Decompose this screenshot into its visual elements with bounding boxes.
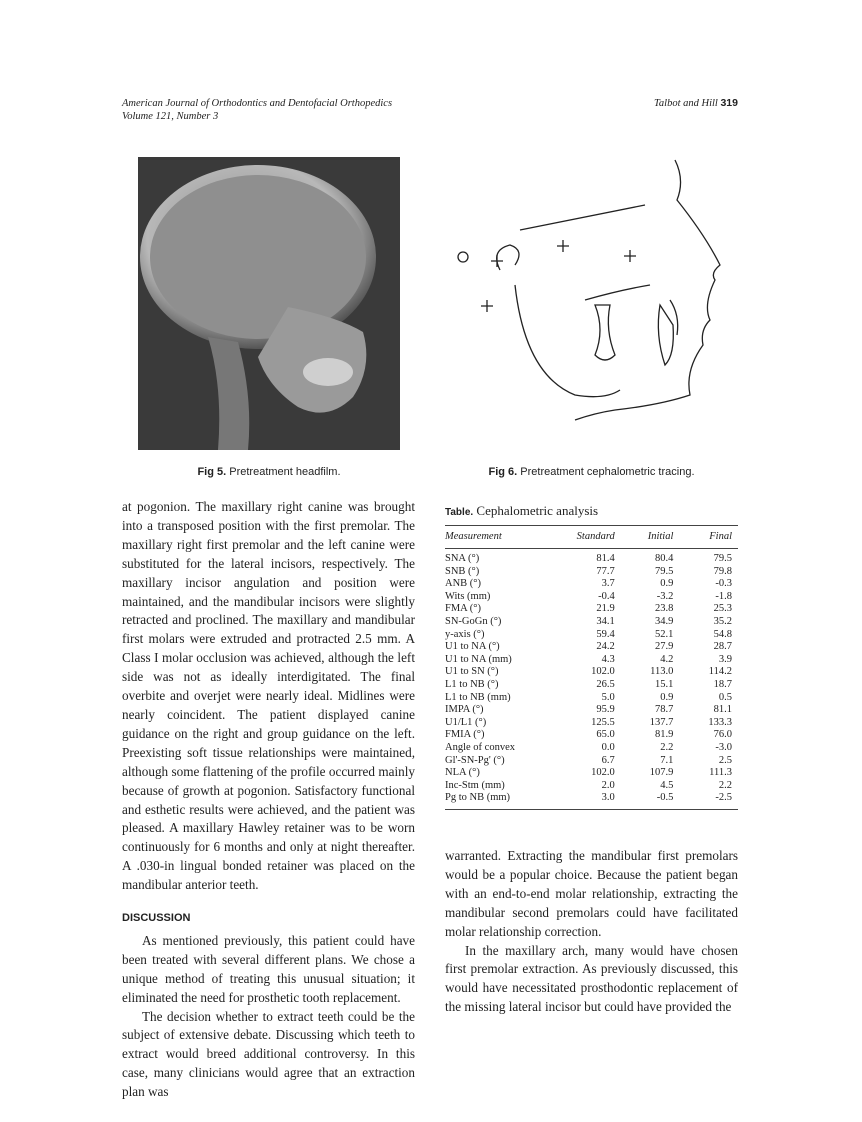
table-row bbox=[445, 704, 738, 717]
standard-cell: 21.9 bbox=[596, 603, 615, 615]
standard-cell: 26.5 bbox=[596, 678, 615, 690]
final-cell: 2.5 bbox=[718, 754, 732, 766]
figure-6-text: Pretreatment cephalometric tracing. bbox=[520, 466, 695, 478]
final-cell: -1.8 bbox=[715, 590, 732, 602]
final-cell: 3.9 bbox=[718, 653, 732, 665]
measurement-cell: Gl'-SN-Pg' (°) bbox=[445, 754, 505, 766]
initial-cell: 4.5 bbox=[660, 779, 674, 791]
table-row bbox=[445, 679, 738, 692]
measurement-cell: L1 to NB (°) bbox=[445, 678, 499, 690]
column-header-initial: Initial bbox=[647, 530, 674, 542]
table-row bbox=[445, 641, 738, 654]
final-cell: 25.3 bbox=[713, 603, 732, 615]
figure-6-label: Fig 6. bbox=[488, 466, 518, 478]
initial-cell: 27.9 bbox=[655, 641, 674, 653]
final-cell: -0.3 bbox=[715, 578, 732, 590]
table-row bbox=[445, 591, 738, 604]
initial-cell: 23.8 bbox=[655, 603, 674, 615]
initial-cell: 113.0 bbox=[650, 666, 674, 678]
final-cell: 79.8 bbox=[713, 565, 732, 577]
table-row bbox=[445, 549, 738, 566]
standard-cell: 2.0 bbox=[601, 779, 615, 791]
final-cell: 18.7 bbox=[713, 678, 732, 690]
measurement-cell: L1 to NB (mm) bbox=[445, 691, 511, 703]
standard-cell: 81.4 bbox=[596, 553, 615, 564]
table-row bbox=[445, 603, 738, 616]
final-cell: 114.2 bbox=[708, 666, 732, 678]
cephalometric-tracing-image bbox=[445, 155, 740, 455]
figure-5-label: Fig 5. bbox=[197, 466, 227, 478]
table-row bbox=[445, 780, 738, 793]
final-cell: 0.5 bbox=[718, 691, 732, 703]
table-row bbox=[445, 629, 738, 642]
initial-cell: 34.9 bbox=[655, 615, 674, 627]
section-heading-discussion: DISCUSSION bbox=[122, 912, 191, 925]
final-cell: 35.2 bbox=[713, 615, 732, 627]
standard-cell: 102.0 bbox=[591, 666, 615, 678]
column-header-final: Final bbox=[709, 530, 732, 542]
initial-cell: 81.9 bbox=[655, 729, 674, 741]
figure-6-caption bbox=[445, 466, 738, 478]
authors: Talbot and Hill bbox=[654, 98, 718, 109]
standard-cell: 5.0 bbox=[601, 691, 615, 703]
standard-cell: 95.9 bbox=[596, 704, 615, 716]
running-header-journal bbox=[122, 97, 392, 123]
table-row bbox=[445, 717, 738, 730]
initial-cell: 4.2 bbox=[660, 653, 674, 665]
standard-cell: 34.1 bbox=[596, 615, 615, 627]
initial-cell: 79.5 bbox=[655, 565, 674, 577]
table-row bbox=[445, 566, 738, 579]
standard-cell: 102.0 bbox=[591, 767, 615, 779]
measurement-cell: Wits (mm) bbox=[445, 590, 491, 602]
measurement-cell: FMIA (°) bbox=[445, 729, 485, 741]
final-cell: 54.8 bbox=[713, 628, 732, 640]
standard-cell: 125.5 bbox=[591, 716, 615, 728]
final-cell: 79.5 bbox=[713, 553, 732, 564]
right-column bbox=[445, 847, 738, 1017]
measurement-cell: y-axis (°) bbox=[445, 628, 485, 640]
final-cell: 76.0 bbox=[713, 729, 732, 741]
final-cell: -3.0 bbox=[715, 741, 732, 753]
table-caption bbox=[445, 503, 738, 519]
standard-cell: 3.0 bbox=[601, 792, 615, 804]
table-row bbox=[445, 755, 738, 768]
final-cell: 81.1 bbox=[713, 704, 732, 716]
body-paragraph: at pogonion. The maxillary right canine was brought into a transposed position with the first premolar. The maxillary right first premolar and the left canine were substituted for the lateral incisors, respectively. The maxillary incisor angulation and position were maintained, and the mandibular incisors were slightly retracted and proclined. The maxillary and mandibular first molars were extruded and protracted 2.5 mm. A Class I molar occlusion was achieved, although the left side was not as ideally interdigitated. The final overbite and overjet were nearly ideal. Midlines were nearly coincident. The patient displayed canine guidance on the right and group guidance on the left. Preexisting soft tissue relationships were maintained, although some flattening of the profile occurred mainly because of growth at pogonion. Satisfactory functional and esthetic results were achieved, and the patient was pleased. A maxillary Hawley retainer was to be worn continuously for 6 months and only at night thereafter. A .030-in lingual bonded retainer was placed on the mandibular anterior teeth. bbox=[122, 499, 415, 893]
measurement-cell: U1/L1 (°) bbox=[445, 716, 487, 728]
initial-cell: 52.1 bbox=[655, 628, 674, 640]
final-cell: -2.5 bbox=[715, 792, 732, 804]
body-paragraph-right-1: warranted. Extracting the mandibular first premolars would be a popular choice. Because the patient began with an end-to-end molar relationship, extracting the mandibular second premolars could have facilitated molar relationship correction. bbox=[445, 848, 738, 939]
measurement-cell: U1 to NA (°) bbox=[445, 641, 500, 653]
discussion-paragraph-2: The decision whether to extract teeth could be the subject of extensive debate. Discussing which teeth to extract would breed additional controversy. In this case, many clinicians would agree that an extraction plan was bbox=[122, 1008, 415, 1100]
measurement-cell: Angle of convex bbox=[445, 741, 515, 753]
journal-title: American Journal of Orthodontics and Dentofacial Orthopedics bbox=[122, 98, 393, 109]
running-header-page bbox=[654, 97, 738, 110]
initial-cell: 137.7 bbox=[649, 716, 674, 728]
initial-cell: 15.1 bbox=[655, 678, 674, 690]
pretreatment-headfilm-image bbox=[138, 157, 400, 450]
table-row bbox=[445, 792, 738, 809]
initial-cell: 0.9 bbox=[660, 578, 674, 590]
cephalometric-table bbox=[445, 503, 738, 810]
table-row bbox=[445, 729, 738, 742]
final-cell: 111.3 bbox=[709, 767, 732, 779]
standard-cell: -0.4 bbox=[598, 590, 615, 602]
initial-cell: 80.4 bbox=[655, 553, 674, 564]
measurement-cell: NLA (°) bbox=[445, 767, 480, 779]
body-paragraph-right-2: In the maxillary arch, many would have chosen first premolar extraction. As previously discussed, this would have necessitated prosthodontic replacement of the missing lateral incisor but could have provided the bbox=[445, 942, 738, 1015]
column-header-measurement: Measurement bbox=[445, 530, 502, 542]
table-row bbox=[445, 578, 738, 591]
table-label: Table. bbox=[445, 507, 474, 518]
measurement-cell: U1 to NA (mm) bbox=[445, 653, 512, 665]
initial-cell: 7.1 bbox=[660, 754, 674, 766]
initial-cell: 107.9 bbox=[649, 767, 674, 779]
measurement-cell: IMPA (°) bbox=[445, 704, 484, 716]
initial-cell: 0.9 bbox=[660, 691, 674, 703]
figure-5-caption bbox=[138, 466, 400, 478]
measurement-cell: SNB (°) bbox=[445, 565, 480, 577]
measurement-cell: SN-GoGn (°) bbox=[445, 615, 502, 627]
table-row bbox=[445, 616, 738, 629]
table-row bbox=[445, 767, 738, 780]
final-cell: 28.7 bbox=[713, 641, 732, 653]
page-number: 319 bbox=[720, 97, 738, 109]
table-row bbox=[445, 692, 738, 705]
standard-cell: 65.0 bbox=[596, 729, 615, 741]
standard-cell: 6.7 bbox=[601, 754, 615, 766]
measurement-cell: SNA (°) bbox=[445, 553, 480, 564]
standard-cell: 4.3 bbox=[601, 653, 615, 665]
measurement-cell: ANB (°) bbox=[445, 578, 481, 590]
measurement-cell: Inc-Stm (mm) bbox=[445, 779, 505, 791]
final-cell: 2.2 bbox=[718, 779, 732, 791]
measurement-cell: Pg to NB (mm) bbox=[445, 792, 511, 804]
standard-cell: 59.4 bbox=[596, 628, 615, 640]
standard-cell: 24.2 bbox=[596, 641, 615, 653]
initial-cell: 78.7 bbox=[655, 704, 674, 716]
initial-cell: 2.2 bbox=[660, 741, 674, 753]
table-title: Cephalometric analysis bbox=[476, 503, 599, 518]
measurement-cell: U1 to SN (°) bbox=[445, 666, 499, 678]
final-cell: 133.3 bbox=[708, 716, 732, 728]
standard-cell: 77.7 bbox=[596, 565, 615, 577]
table-row bbox=[445, 654, 738, 667]
measurement-cell: FMA (°) bbox=[445, 603, 481, 615]
left-column bbox=[122, 498, 415, 1102]
journal-volume: Volume 121, Number 3 bbox=[122, 111, 219, 122]
discussion-paragraph-1: As mentioned previously, this patient could have been treated with several different plans. We chose a unique method of treating this unusual situation; it eliminated the need for prosthetic tooth replacement. bbox=[122, 932, 415, 1005]
initial-cell: -0.5 bbox=[656, 792, 674, 804]
table-row bbox=[445, 742, 738, 755]
standard-cell: 0.0 bbox=[601, 741, 615, 753]
figure-5-text: Pretreatment headfilm. bbox=[229, 466, 341, 478]
initial-cell: -3.2 bbox=[656, 590, 674, 602]
standard-cell: 3.7 bbox=[601, 578, 615, 590]
table-row bbox=[445, 666, 738, 679]
column-header-standard: Standard bbox=[576, 530, 615, 542]
